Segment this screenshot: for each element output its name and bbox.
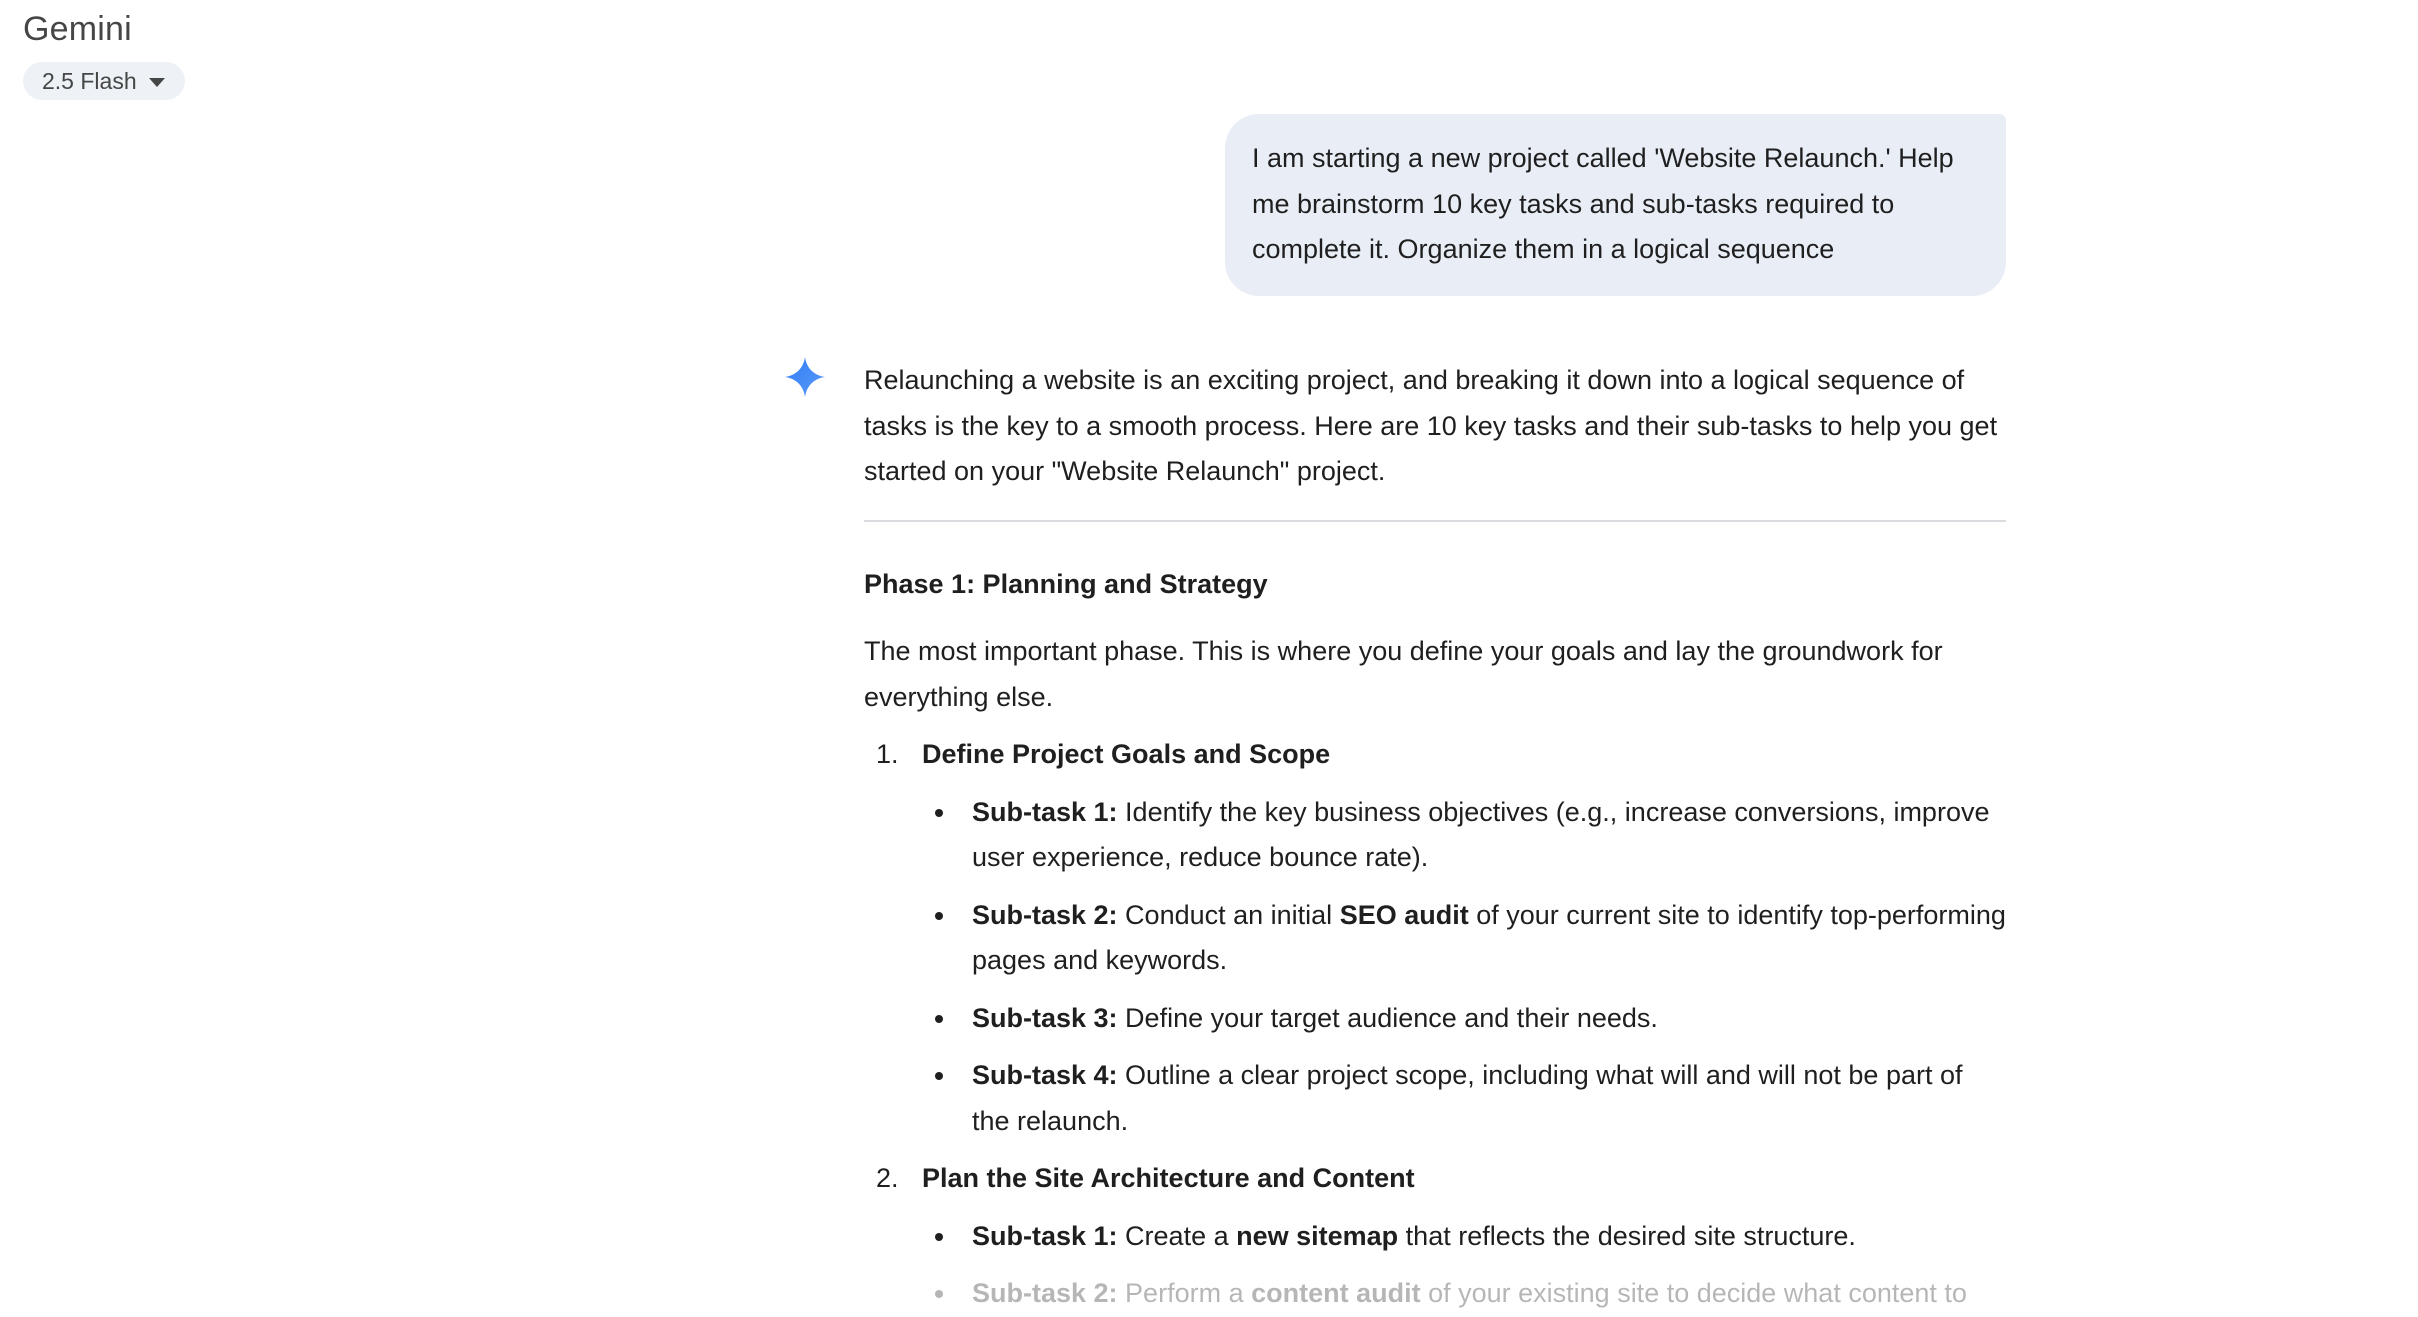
- sub-task-text: Define your target audience and their needs.: [1117, 1002, 1658, 1033]
- app-title: Gemini: [23, 10, 132, 48]
- gemini-spark-icon: [783, 355, 827, 399]
- caret-down-icon: [149, 78, 165, 87]
- task-item: [864, 1156, 2006, 1317]
- sub-task-emphasis: new sitemap: [1236, 1220, 1399, 1251]
- sub-task-text: of your existing site to decide what content to: [1420, 1278, 1967, 1308]
- task-title: Define Project Goals and Scope: [922, 739, 1331, 769]
- sub-task-emphasis: content audit: [1251, 1278, 1421, 1308]
- model-selector[interactable]: [23, 62, 185, 100]
- phase-heading: Phase 1: Planning and Strategy: [864, 568, 1268, 599]
- sub-task-item: [922, 1053, 2006, 1144]
- bullet-icon: [935, 1233, 943, 1241]
- sub-task-text: that reflects the desired site structure.: [1398, 1220, 1856, 1251]
- sub-task-emphasis: SEO audit: [1339, 899, 1469, 930]
- sub-task-text: Conduct an initial: [1117, 899, 1340, 930]
- task-item: [864, 732, 2006, 1144]
- bullet-icon: [935, 1290, 943, 1298]
- sub-task-list: [922, 790, 2006, 1145]
- user-message-bubble: I am starting a new project called 'Website Relaunch.' Help me brainstorm 10 key tasks and sub-tasks required to complete it. Organize them in a logical sequence: [1225, 114, 2006, 296]
- bullet-icon: [935, 1015, 943, 1023]
- sub-task-label: Sub-task 1:: [972, 796, 1118, 827]
- sub-task-label: Sub-task 1:: [972, 1220, 1118, 1251]
- bullet-icon: [935, 1072, 943, 1080]
- model-response: [864, 358, 2006, 1317]
- sub-task-item: [922, 790, 2006, 881]
- sub-task-text: Identify the key business objectives (e.g., increase conversions, improve user experience, reduce bounce rate).: [972, 796, 1990, 872]
- sub-task-item: [922, 996, 2006, 1042]
- sub-task-label: Sub-task 2:: [972, 899, 1118, 930]
- sub-task-item: [922, 893, 2006, 984]
- sub-task-list: [922, 1214, 2006, 1317]
- task-number: 1.: [876, 739, 899, 769]
- phase-description: The most important phase. This is where you define your goals and lay the groundwork for everything else.: [864, 636, 1943, 712]
- task-list: [864, 732, 2006, 1317]
- sub-task-label: Sub-task 4:: [972, 1060, 1118, 1090]
- sub-task-label: Sub-task 3:: [972, 1002, 1118, 1033]
- bullet-icon: [935, 912, 943, 920]
- sub-task-text: of your current site to identify top-performing pages and keywords.: [972, 899, 2006, 975]
- section-divider: [864, 520, 2006, 522]
- task-title: Plan the Site Architecture and Content: [922, 1163, 1415, 1193]
- sub-task-text: Perform a: [1117, 1278, 1252, 1308]
- sub-task-label: Sub-task 2:: [972, 1278, 1118, 1308]
- sub-task-item: [922, 1214, 2006, 1260]
- task-number: 2.: [876, 1163, 899, 1193]
- response-intro: Relaunching a website is an exciting project, and breaking it down into a logical sequence of tasks is the key to a smooth process. Here are 10 key tasks and their sub-tasks to help you get started on your "Website Relaunch" project.: [864, 365, 1998, 486]
- bullet-icon: [935, 809, 943, 817]
- sub-task-item: [922, 1271, 2006, 1317]
- model-selector-label: 2.5 Flash: [42, 67, 137, 94]
- sub-task-text: Outline a clear project scope, including what will and will not be part of the relaunch.: [972, 1060, 1963, 1136]
- sub-task-text: Create a: [1117, 1220, 1237, 1251]
